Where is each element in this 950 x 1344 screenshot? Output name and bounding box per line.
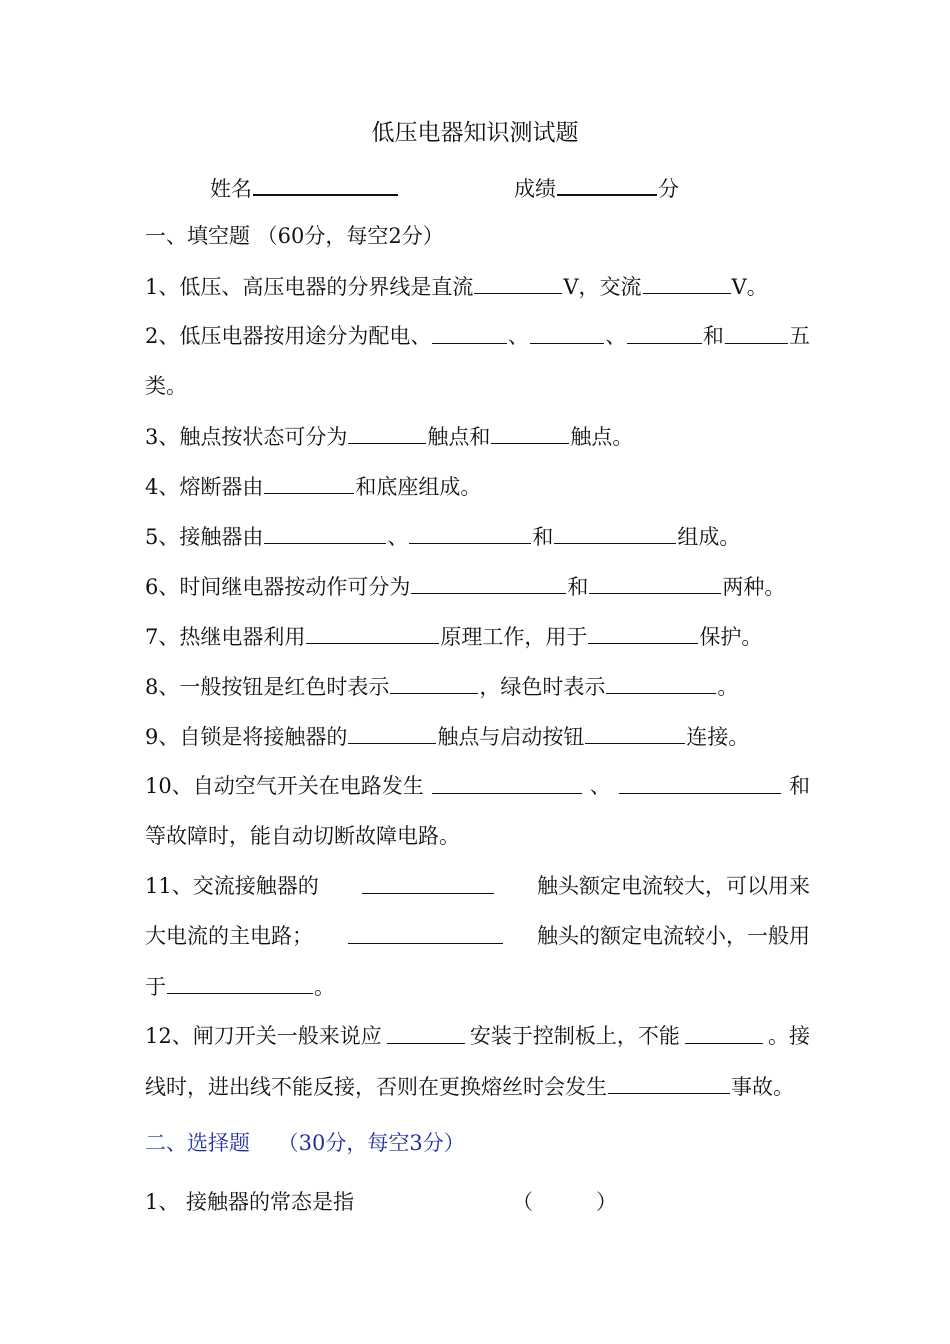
q1-text-c: V。 bbox=[731, 275, 768, 299]
q7-text-c: 保护。 bbox=[699, 625, 763, 649]
q2-text-end: 五 bbox=[788, 324, 810, 348]
q7-text-a: 7、热继电器利用 bbox=[145, 625, 306, 649]
q6-text-a: 6、时间继电器按动作可分为 bbox=[145, 575, 411, 599]
q12-text-b: 安装于控制板上，不能 bbox=[469, 1024, 680, 1048]
question-3 bbox=[145, 419, 810, 453]
q10-continuation: 等故障时，能自动切断故障电路。 bbox=[145, 824, 460, 848]
q10-blank-1[interactable] bbox=[432, 769, 582, 794]
question-12 bbox=[145, 1019, 810, 1053]
q8-text-a: 8、一般按钮是红色时表示 bbox=[145, 675, 390, 699]
q8-blank-2[interactable] bbox=[606, 669, 716, 694]
q12-text-a: 12、闸刀开关一般来说应 bbox=[145, 1024, 382, 1048]
q9-blank-2[interactable] bbox=[585, 719, 685, 744]
question-6 bbox=[145, 569, 810, 603]
q5-blank-3[interactable] bbox=[554, 519, 676, 544]
q2-sep-1: 、 bbox=[507, 324, 529, 348]
q11-blank-1[interactable] bbox=[362, 869, 494, 894]
question-7 bbox=[145, 619, 810, 653]
name-blank[interactable] bbox=[253, 170, 398, 196]
q3-text-a: 3、触点按状态可分为 bbox=[145, 425, 348, 449]
q5-sep: 、 bbox=[387, 525, 409, 549]
q10-sep: 、 bbox=[589, 774, 611, 798]
question-4 bbox=[145, 469, 810, 503]
q6-and: 和 bbox=[567, 575, 589, 599]
q5-blank-1[interactable] bbox=[264, 519, 386, 544]
q6-text-c: 两种。 bbox=[722, 575, 786, 599]
q10-text-a: 10、自动空气开关在电路发生 bbox=[145, 774, 424, 798]
q12-blank-2[interactable] bbox=[685, 1019, 763, 1044]
section2-heading: 二、选择题 （30分，每空3分） bbox=[145, 1131, 465, 1155]
q1-text-a: 1、低压、高压电器的分界线是直流 bbox=[145, 275, 474, 299]
q11-text-f: 。 bbox=[314, 975, 335, 999]
q9-text-b: 触点与启动按钮 bbox=[437, 725, 585, 749]
q5-text-a: 5、接触器由 bbox=[145, 525, 264, 549]
section1-heading: 一、填空题 （60分，每空2分） bbox=[145, 224, 444, 248]
q1-blank-2[interactable] bbox=[643, 269, 731, 294]
question-5 bbox=[145, 519, 810, 553]
q3-blank-1[interactable] bbox=[348, 419, 426, 444]
question-11-line2 bbox=[145, 919, 810, 953]
q9-text-a: 9、自锁是将接触器的 bbox=[145, 725, 348, 749]
q11-text-b: 触头额定电流较大，可以用来 bbox=[536, 874, 810, 898]
q8-blank-1[interactable] bbox=[390, 669, 478, 694]
q12-text-c: 。接 bbox=[767, 1024, 810, 1048]
q8-text-b: ，绿色时表示 bbox=[479, 675, 606, 699]
q7-text-b: 原理工作，用于 bbox=[440, 625, 588, 649]
q12-blank-3[interactable] bbox=[608, 1069, 730, 1094]
score-unit: 分 bbox=[658, 177, 679, 201]
q3-text-c: 触点。 bbox=[570, 425, 634, 449]
q11-text-a: 11、交流接触器的 bbox=[145, 874, 319, 898]
q1-text-b: V，交流 bbox=[563, 275, 642, 299]
q7-blank-2[interactable] bbox=[588, 619, 698, 644]
q11-blank-2[interactable] bbox=[348, 919, 503, 944]
question-12-line2 bbox=[145, 1069, 810, 1103]
score-label: 成绩 bbox=[514, 177, 556, 201]
q11-text-e: 于 bbox=[145, 975, 166, 999]
q9-text-c: 连接。 bbox=[686, 725, 750, 749]
q10-and: 和 bbox=[788, 774, 810, 798]
q11-blank-3[interactable] bbox=[167, 969, 313, 994]
q7-blank-1[interactable] bbox=[306, 619, 439, 644]
q9-blank-1[interactable] bbox=[348, 719, 436, 744]
q3-blank-2[interactable] bbox=[491, 419, 569, 444]
q11-text-c: 大电流的主电路； bbox=[145, 924, 313, 948]
q11-text-d: 触头的额定电流较小，一般用 bbox=[537, 924, 810, 948]
q8-text-c: 。 bbox=[717, 675, 739, 699]
question-10 bbox=[145, 769, 810, 803]
question-9 bbox=[145, 719, 810, 753]
q2-blank-1[interactable] bbox=[432, 319, 507, 344]
q5-blank-2[interactable] bbox=[409, 519, 531, 544]
q6-blank-2[interactable] bbox=[589, 569, 721, 594]
q4-blank-1[interactable] bbox=[264, 469, 354, 494]
q2-text-a: 2、低压电器按用途分为配电、 bbox=[145, 324, 432, 348]
q4-text-a: 4、熔断器由 bbox=[145, 475, 264, 499]
q2-blank-4[interactable] bbox=[725, 319, 788, 344]
q12-blank-1[interactable] bbox=[387, 1019, 465, 1044]
q12-text-e: 事故。 bbox=[731, 1075, 794, 1099]
q2-and: 和 bbox=[702, 324, 724, 348]
q4-text-b: 和底座组成。 bbox=[355, 475, 482, 499]
page-title: 低压电器知识测试题 bbox=[371, 120, 579, 146]
choice-question-1: 1、 接触器的常态是指 bbox=[145, 1190, 355, 1214]
q2-sep-2: 、 bbox=[605, 324, 627, 348]
q3-text-b: 触点和 bbox=[427, 425, 491, 449]
question-11 bbox=[145, 869, 810, 903]
q2-continuation: 类。 bbox=[145, 374, 187, 398]
name-label: 姓名 bbox=[210, 177, 252, 201]
question-8 bbox=[145, 669, 810, 703]
q6-blank-1[interactable] bbox=[411, 569, 566, 594]
score-blank[interactable] bbox=[557, 170, 657, 196]
answer-parentheses[interactable]: （ ） bbox=[512, 1190, 617, 1214]
q2-blank-2[interactable] bbox=[530, 319, 605, 344]
score-field bbox=[514, 170, 679, 204]
q2-blank-3[interactable] bbox=[627, 319, 702, 344]
q10-blank-2[interactable] bbox=[619, 769, 781, 794]
question-1 bbox=[145, 269, 810, 303]
q5-and: 和 bbox=[532, 525, 554, 549]
name-field bbox=[210, 170, 399, 204]
question-11-line3 bbox=[145, 969, 810, 1003]
q1-blank-1[interactable] bbox=[474, 269, 562, 294]
q12-text-d: 线时，进出线不能反接，否则在更换熔丝时会发生 bbox=[145, 1075, 607, 1099]
question-2 bbox=[145, 319, 810, 353]
q5-text-c: 组成。 bbox=[677, 525, 741, 549]
